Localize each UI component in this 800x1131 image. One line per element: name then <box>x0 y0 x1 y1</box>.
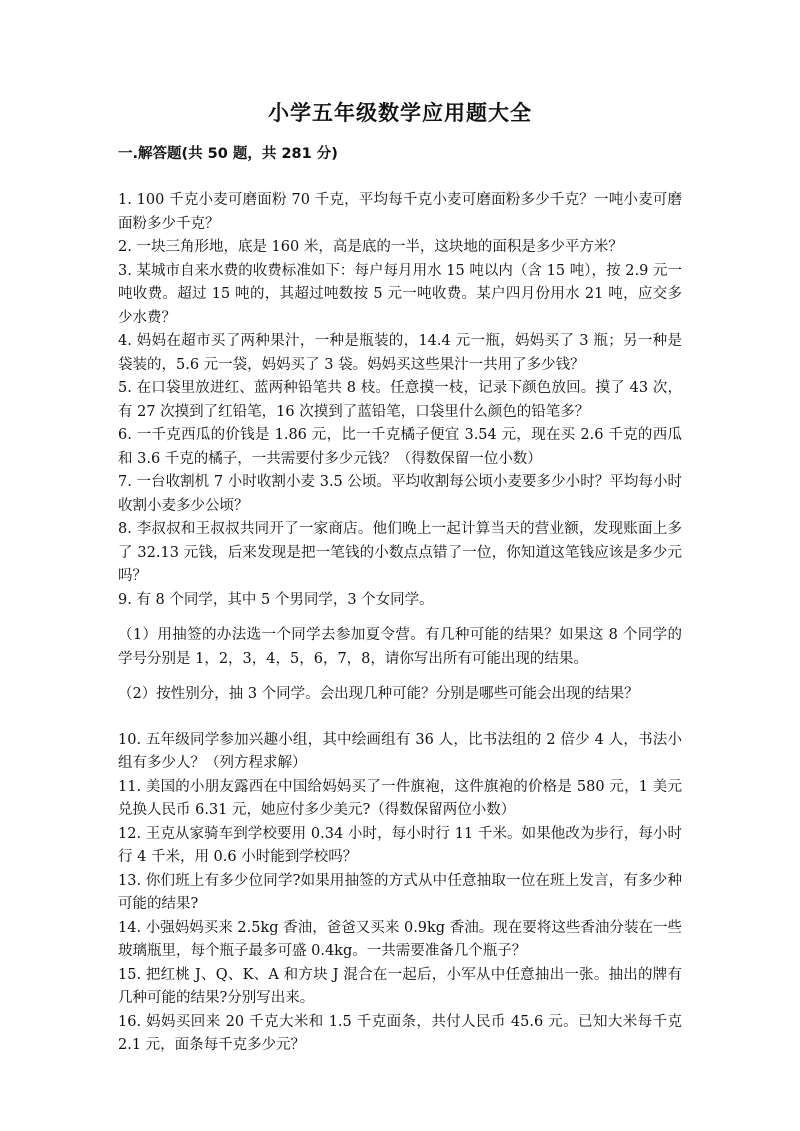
question-9: 9. 有 8 个同学，其中 5 个男同学，3 个女同学。 <box>118 591 434 608</box>
question-10: 10. 五年级同学参加兴趣小组，其中绘画组有 36 人，比书法组的 2 倍少 4 人，书法小组有多少人？（列方程求解） <box>118 731 682 771</box>
question-list <box>118 189 682 1058</box>
question-15: 15. 把红桃 J、Q、K、A 和方块 J 混合在一起后，小军从中任意抽出一张。抽出的牌有几种可能的结果?分别写出来。 <box>118 966 682 1006</box>
question-11: 11. 美国的小朋友露西在中国给妈妈买了一件旗袍，这件旗袍的价格是 580 元，1 美元兑换人民币 6.31 元，她应付多少美元?（得数保留两位小数） <box>118 778 682 818</box>
question-14: 14. 小强妈妈买来 2.5kg 香油，爸爸又买来 0.9kg 香油。现在要将这些香油分装在一些玻璃瓶里，每个瓶子最多可盛 0.4kg。一共需要准备几个瓶子？ <box>118 919 682 959</box>
question-1: 1. 100 千克小麦可磨面粉 70 千克，平均每千克小麦可磨面粉多少千克？一吨小麦可磨面粉多少千克？ <box>118 192 682 232</box>
question-2: 2. 一块三角形地，底是 160 米，高是底的一半，这块地的面积是多少平方米？ <box>118 239 623 255</box>
question-4: 4. 妈妈在超市买了两种果汁，一种是瓶装的，14.4 元一瓶，妈妈买了 3 瓶；另一种是袋装的，5.6 元一袋，妈妈买了 3 袋。妈妈买这些果汁一共用了多少钱？ <box>118 333 682 373</box>
question-5: 5. 在口袋里放进红、蓝两种铅笔共 8 枝。任意摸一枝，记录下颜色放回。摸了 43 次，有 27 次摸到了红铅笔，16 次摸到了蓝铅笔，口袋里什么颜色的铅笔多？ <box>118 380 682 420</box>
question-8: 8. 李叔叔和王叔叔共同开了一家商店。他们晚上一起计算当天的营业额，发现账面上多了 32.13 元钱，后来发现是把一笔钱的小数点点错了一位，你知道这笔钱应该是多少元吗？ <box>118 521 682 584</box>
page-title: 小学五年级数学应用题大全 <box>268 101 532 125</box>
section-heading: 一.解答题(共 50 题，共 281 分) <box>118 146 338 162</box>
question-9-part-2: （2）按性别分，抽 3 个同学。会出现几种可能？分别是哪些可能会出现的结果？ <box>118 686 639 702</box>
question-7: 7. 一台收割机 7 小时收割小麦 3.5 公顷。平均收割每公顷小麦要多少小时？平均每小时收割小麦多少公顷？ <box>118 474 682 514</box>
question-13: 13. 你们班上有多少位同学?如果用抽签的方式从中任意抽取一位在班上发言，有多少种可能的结果? <box>118 872 682 912</box>
question-6: 6. 一千克西瓜的价钱是 1.86 元，比一千克橘子便宜 3.54 元，现在买 2.6 千克的西瓜和 3.6 千克的橘子，一共需要付多少元钱？（得数保留一位小数） <box>118 427 682 467</box>
question-3: 3. 某城市自来水费的收费标准如下：每户每月用水 15 吨以内（含 15 吨），按 2.9 元一吨收费。超过 15 吨的，其超过吨数按 5 元一吨收费。某户四月份用水 21 吨，应交多少水费？ <box>118 262 682 326</box>
question-16: 16. 妈妈买回来 20 千克大米和 1.5 千克面条，共付人民币 45.6 元。已知大米每千克 2.1 元，面条每千克多少元？ <box>118 1013 682 1053</box>
question-12: 12. 王克从家骑车到学校要用 0.34 小时，每小时行 11 千米。如果他改为步行，每小时行 4 千米，用 0.6 小时能到学校吗？ <box>118 825 682 865</box>
question-9-part-1: （1）用抽签的办法选一个同学去参加夏令营。有几种可能的结果？如果这 8 个同学的学号分别是 1，2，3，4，5，6，7，8，请你写出所有可能出现的结果。 <box>118 627 682 667</box>
